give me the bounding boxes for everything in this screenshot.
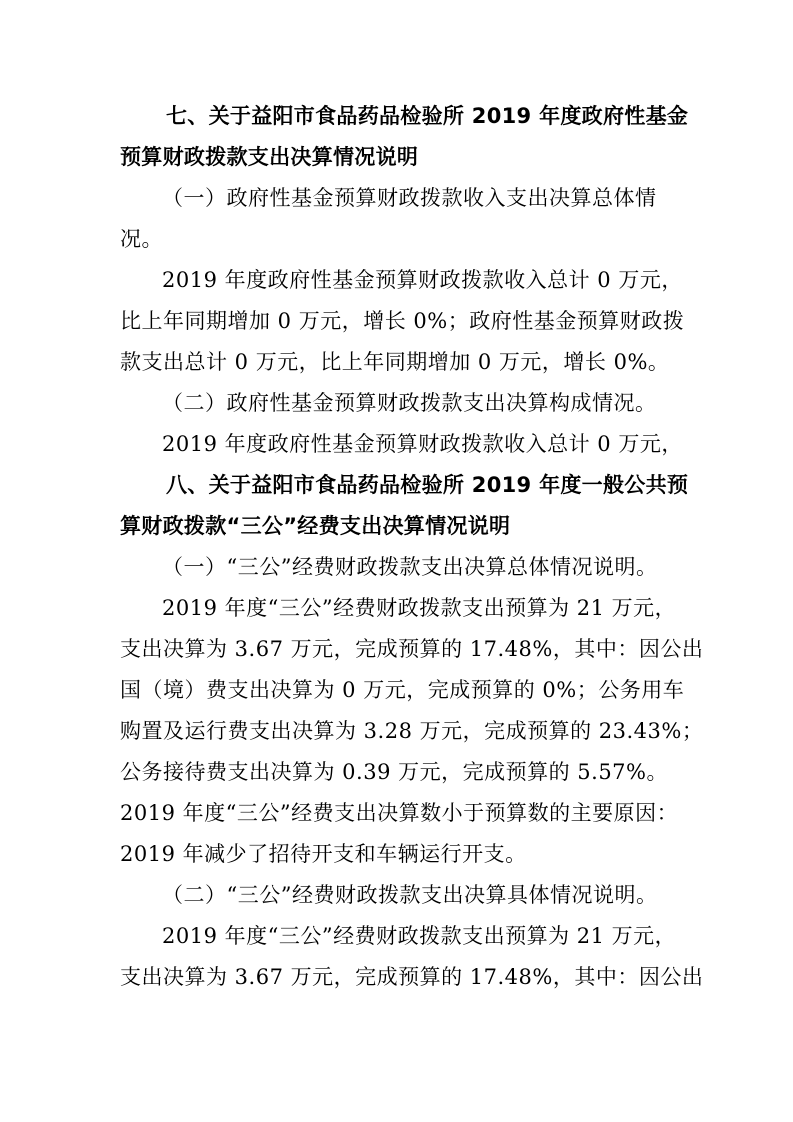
paragraph-line: 支出决算为 3.67 万元，完成预算的 17.48%，其中：因公出	[120, 965, 704, 989]
paragraph-line: （一）“三公”经费财政拨款支出决算总体情况说明。	[162, 555, 658, 579]
paragraph-line: 支出决算为 3.67 万元，完成预算的 17.48%，其中：因公出	[120, 637, 704, 661]
paragraph-line: 比上年同期增加 0 万元，增长 0%；政府性基金预算财政拨	[120, 309, 685, 333]
paragraph-line: （二）“三公”经费财政拨款支出决算具体情况说明。	[162, 883, 658, 907]
section-heading-line: 七、关于益阳市食品药品检验所 2019 年度政府性基金	[166, 104, 689, 128]
paragraph-line: 国（境）费支出决算为 0 万元，完成预算的 0%；公务用车	[120, 678, 685, 702]
paragraph-line: 公务接待费支出决算为 0.39 万元，完成预算的 5.57%。	[120, 760, 668, 784]
paragraph-line: 2019 年度政府性基金预算财政拨款收入总计 0 万元，	[162, 432, 683, 456]
paragraph-line: （二）政府性基金预算财政拨款支出决算构成情况。	[162, 391, 657, 415]
paragraph-line: 况。	[120, 227, 163, 251]
paragraph-line: 购置及运行费支出决算为 3.28 万元，完成预算的 23.43%；	[120, 719, 704, 743]
paragraph-line: 2019 年减少了招待开支和车辆运行开支。	[120, 842, 527, 866]
paragraph-line: 2019 年度“三公”经费财政拨款支出预算为 21 万元，	[162, 924, 677, 948]
document-body	[120, 96, 704, 998]
paragraph-line: 2019 年度政府性基金预算财政拨款收入总计 0 万元，	[162, 268, 683, 292]
paragraph-line: 款支出总计 0 万元，比上年同期增加 0 万元，增长 0%。	[120, 350, 670, 374]
paragraph-line: （一）政府性基金预算财政拨款收入支出决算总体情	[162, 186, 657, 210]
paragraph-line: 2019 年度“三公”经费支出决算数小于预算数的主要原因：	[120, 801, 679, 825]
section-heading-line: 八、关于益阳市食品药品检验所 2019 年度一般公共预	[166, 473, 689, 497]
section-heading-line: 算财政拨款“三公”经费支出决算情况说明	[120, 514, 511, 538]
section-heading-line: 预算财政拨款支出决算情况说明	[120, 145, 419, 169]
paragraph-line: 2019 年度“三公”经费财政拨款支出预算为 21 万元，	[162, 596, 677, 620]
